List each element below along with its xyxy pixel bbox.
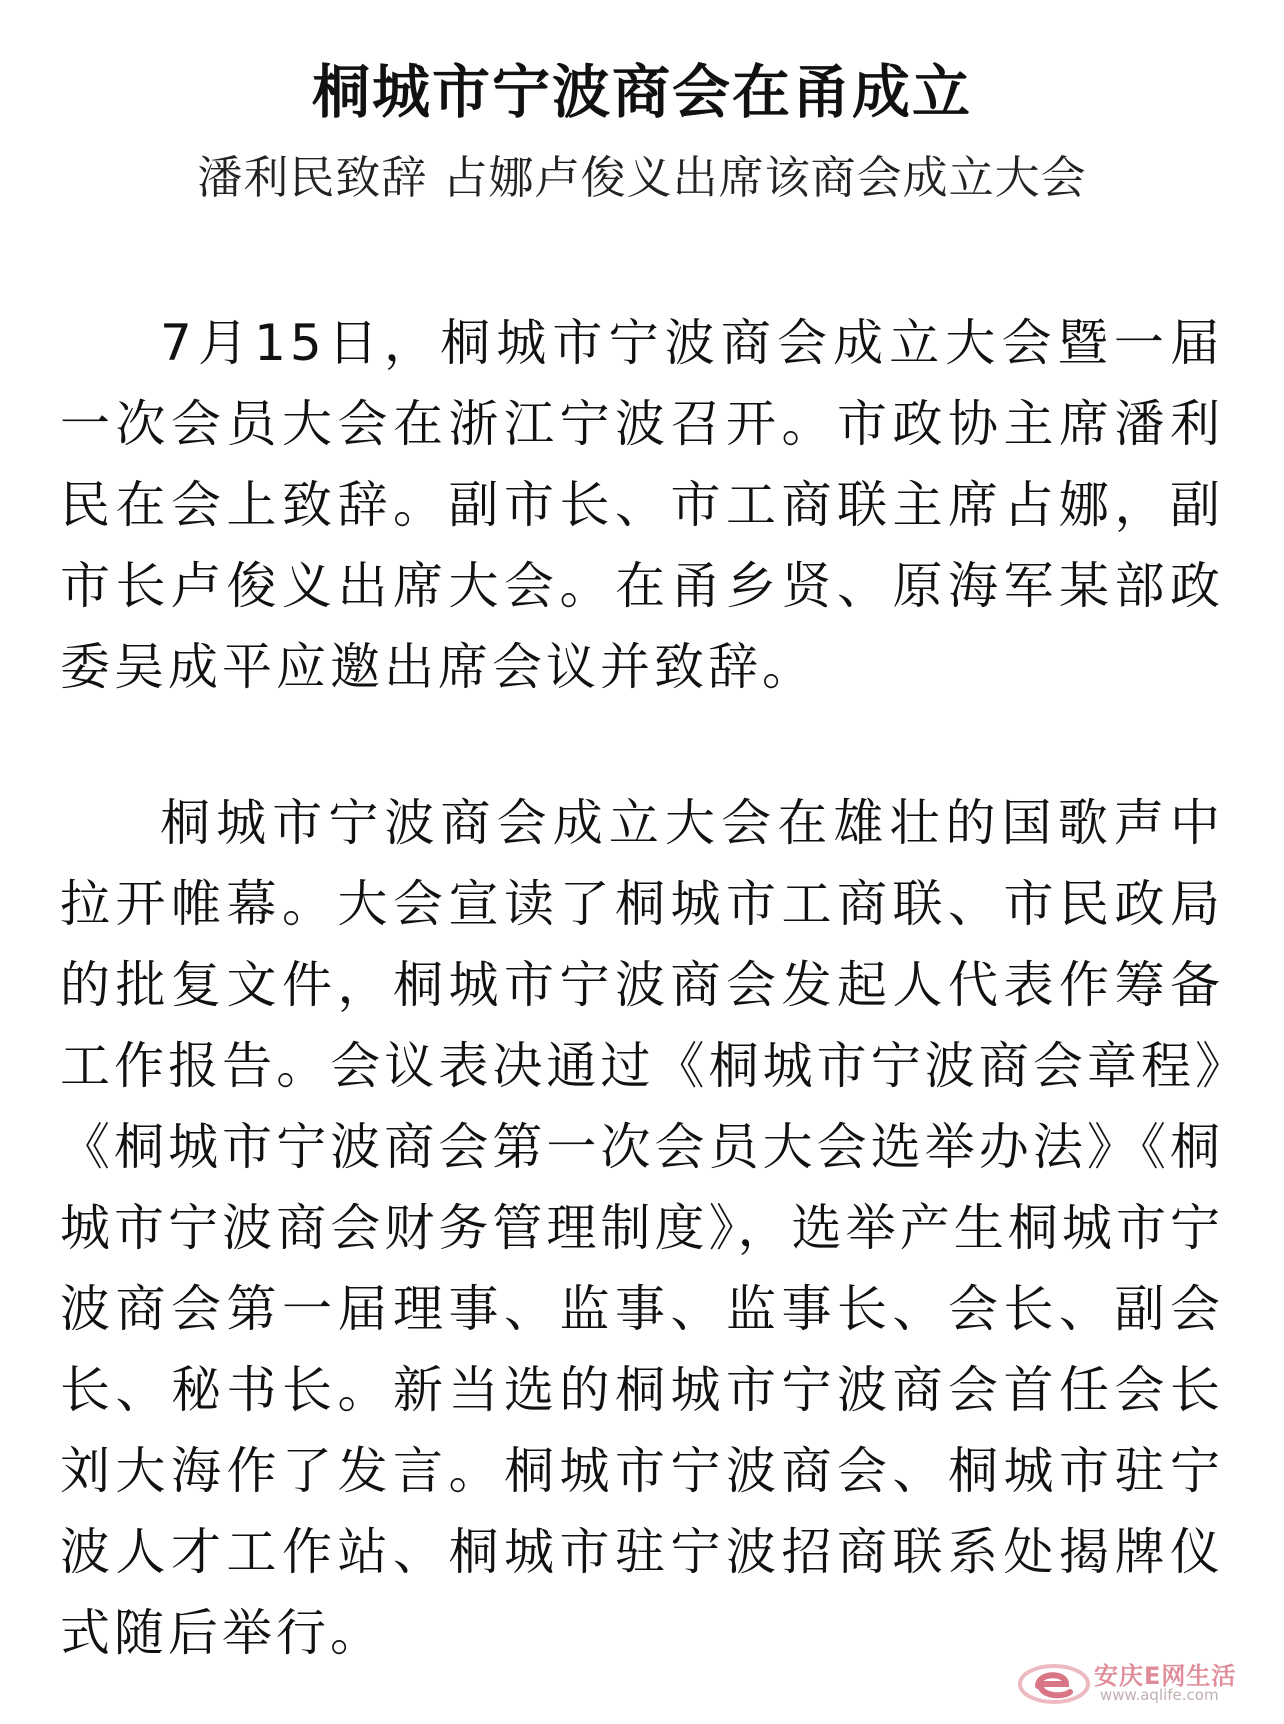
watermark-url: www.aqlife.com [1100,1686,1219,1704]
e-logo-icon [1016,1654,1096,1710]
article-paragraph: 桐城市宁波商会成立大会在雄壮的国歌声中拉开帷幕。大会宣读了桐城市工商联、市民政局的批复文件，桐城市宁波商会发起人代表作筹备工作报告。会议表决通过《桐城市宁波商会章程》《桐城市宁波商会第一次会员大会选举办法》《桐城市宁波商会财务管理制度》，选举产生桐城市宁波商会第一届理事、监事、监事长、会长、副会长、秘书长。新当选的桐城市宁波商会首任会长刘大海作了发言。桐城市宁波商会、桐城市驻宁波人才工作站、桐城市驻宁波招商联系处揭牌仪式随后举行。 [60,794,1224,1662]
article-title: 桐城市宁波商会在甬成立 [311,58,972,126]
article-subtitle: 潘利民致辞 占娜卢俊义出席该商会成立大会 [197,151,1087,204]
watermark-site-name: 安庆E网生活 [1094,1662,1237,1690]
watermark [1016,1654,1266,1710]
article-paragraph: 7月15日，桐城市宁波商会成立大会暨一届一次会员大会在浙江宁波召开。市政协主席潘利民在会上致辞。副市长、市工商联主席占娜，副市长卢俊义出席大会。在甬乡贤、原海军某部政委吴成平应邀出席会议并致辞。 [60,314,1224,696]
